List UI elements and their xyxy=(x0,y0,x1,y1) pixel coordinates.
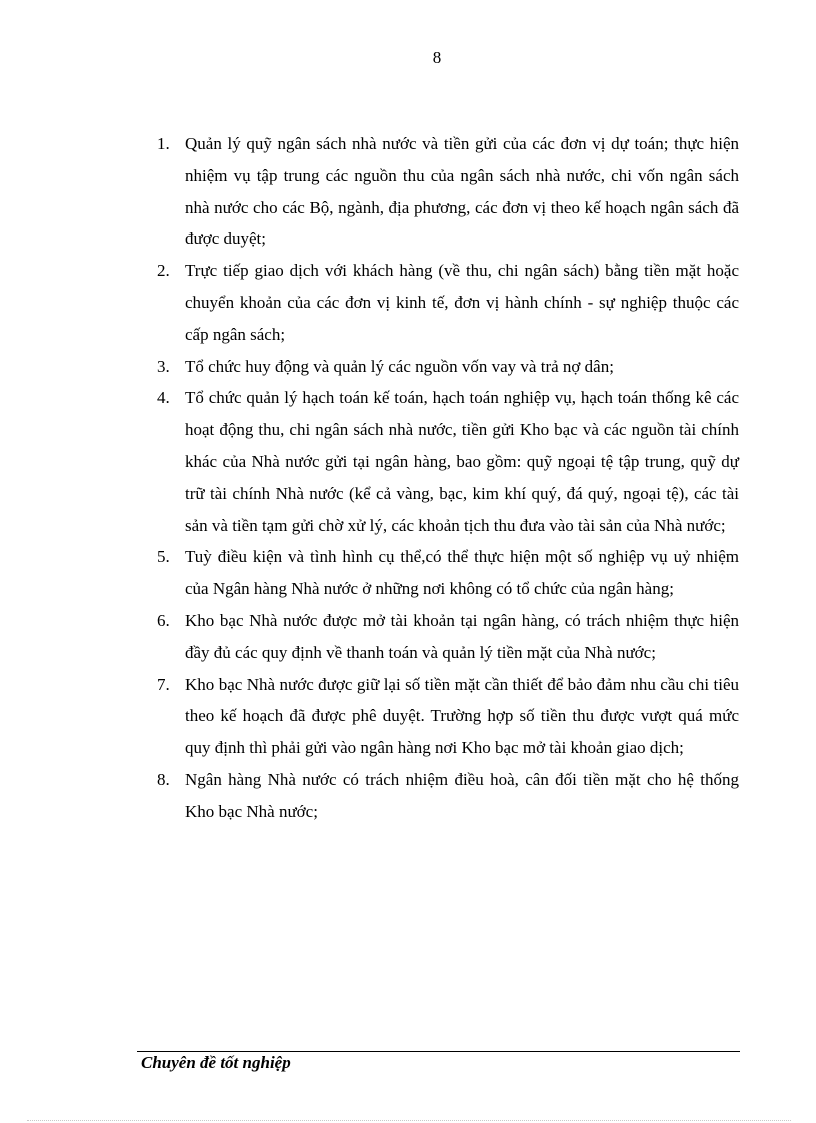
list-item-text: Tổ chức quản lý hạch toán kế toán, hạch toán nghiệp vụ, hạch toán thống kê các hoạt động thu, chi ngân sách nhà nước, tiền gửi Kho bạc và các nguồn tài chính khác của Nhà nước gửi tại ngân hàng, bao gồm: quỹ ngoại tệ tập trung, quỹ dự trữ tài chính Nhà nước (kể cả vàng, bạc, kim khí quý, đá quý, ngoại tệ), các tài sản và tiền tạm gửi chờ xử lý, các khoản tịch thu đưa vào tài sản của Nhà nước; xyxy=(185,388,739,535)
list-item xyxy=(157,541,739,605)
list-item-number: 1. xyxy=(157,134,170,153)
list-item-text: Ngân hàng Nhà nước có trách nhiệm điều hoà, cân đối tiền mặt cho hệ thống Kho bạc Nhà nước; xyxy=(185,769,739,821)
list-item-text: Quản lý quỹ ngân sách nhà nước và tiền gửi của các đơn vị dự toán; thực hiện nhiệm vụ tập trung các nguồn thu của ngân sách nhà nước, chi vốn ngân sách nhà nước cho các Bộ, ngành, địa phương, các đơn vị theo kế hoạch ngân sách đã được duyệt; xyxy=(185,134,739,249)
list-item-text: Trực tiếp giao dịch với khách hàng (về thu, chi ngân sách) bằng tiền mặt hoặc chuyển khoản của các đơn vị kinh tế, đơn vị hành chính - sự nghiệp thuộc các cấp ngân sách; xyxy=(185,261,739,344)
list-item-text: Tuỳ điều kiện và tình hình cụ thể,có thể thực hiện một số nghiệp vụ uỷ nhiệm của Ngân hàng Nhà nước ở những nơi không có tổ chức của ngân hàng; xyxy=(185,547,739,599)
list-item-number: 2. xyxy=(157,261,170,281)
numbered-list xyxy=(157,128,739,828)
list-item xyxy=(157,382,739,541)
page-bottom-dotted-line xyxy=(27,1120,791,1121)
list-item-text: Kho bạc Nhà nước được mở tài khoản tại ngân hàng, có trách nhiệm thực hiện đầy đủ các quy định về thanh toán và quản lý tiền mặt của Nhà nước; xyxy=(185,610,739,662)
list-item xyxy=(157,255,739,350)
footer-title: Chuyên đề tốt nghiệp xyxy=(141,1053,291,1072)
list-item xyxy=(157,128,739,255)
list-item-number: 4. xyxy=(157,388,170,408)
list-item-number: 6. xyxy=(157,610,170,630)
list-item-number: 5. xyxy=(157,547,170,567)
list-item-number: 7. xyxy=(157,674,170,694)
list-item-number: 8. xyxy=(157,769,170,789)
list-item-number: 3. xyxy=(157,356,170,376)
list-item-text: Tổ chức huy động và quản lý các nguồn vốn vay và trả nợ dân; xyxy=(185,356,614,376)
page-number: 8 xyxy=(432,48,442,67)
list-item xyxy=(157,669,739,764)
footer-rule xyxy=(137,1051,740,1052)
list-item xyxy=(157,605,739,669)
list-item-text: Kho bạc Nhà nước được giữ lại số tiền mặt cần thiết để bảo đảm nhu cầu chi tiêu theo kế hoạch đã được phê duyệt. Trường hợp số tiền thu được vượt quá mức quy định thì phải gửi vào ngân hàng nơi Kho bạc mở tài khoản giao dịch; xyxy=(185,674,739,758)
list-item xyxy=(157,351,739,383)
list-item xyxy=(157,764,739,828)
